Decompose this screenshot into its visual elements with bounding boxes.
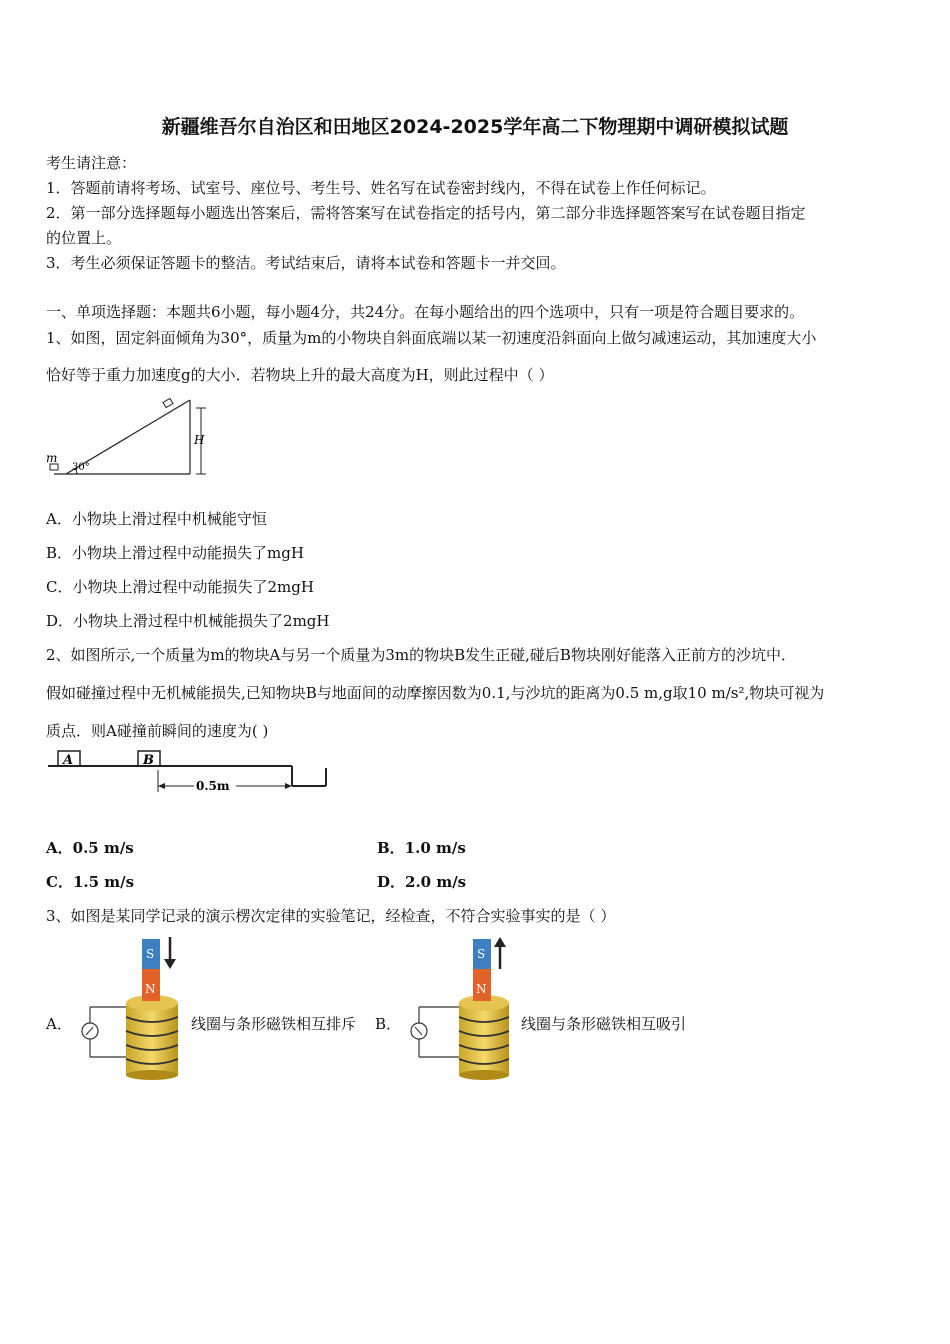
q2-option-c: C．1.5 m/s — [46, 873, 135, 891]
notice-item-2-cont: 的位置上。 — [46, 229, 122, 247]
q2-block-a: A — [63, 753, 74, 768]
q1-option-b: B．小物块上滑过程中动能损失了mgH — [46, 544, 304, 562]
q1-incline-figure — [44, 392, 214, 482]
q1-mass-label: m — [46, 451, 58, 465]
q2-stem-line3: 质点．则A碰撞前瞬间的速度为( ) — [46, 722, 269, 740]
q1-option-d: D．小物块上滑过程中机械能损失了2mgH — [46, 612, 330, 630]
q2-distance-label: 0.5m — [196, 779, 230, 793]
q3b-magnet-n: N — [476, 982, 487, 996]
q2-option-a: A．0.5 m/s — [46, 839, 134, 857]
q3-stem: 3、如图是某同学记录的演示楞次定律的实验笔记，经检查，不符合实验事实的是（ ） — [46, 907, 616, 925]
notice-heading: 考生请注意： — [46, 154, 137, 172]
q2-stem-line1: 2、如图所示,一个质量为m的物块A与另一个质量为3m的物块B发生正碰,碰后B物块刚好能落入正前方的沙坑中． — [46, 646, 796, 664]
page-title: 新疆维吾尔自治区和田地区2024-2025学年高二下物理期中调研模拟试题 — [161, 116, 789, 138]
q2-block-b: B — [143, 753, 154, 768]
q3-option-b-text: 线圈与条形磁铁相互吸引 — [521, 1015, 687, 1033]
q3-option-a-text: 线圈与条形磁铁相互排斥 — [191, 1015, 357, 1033]
q2-option-d: D．2.0 m/s — [377, 873, 467, 891]
q2-stem-line2: 假如碰撞过程中无机械能损失,已知物块B与地面间的动摩擦因数为0.1,与沙坑的距离为0.5 m,g取10 m/s²,物块可视为 — [46, 684, 825, 702]
q1-stem-line2: 恰好等于重力加速度g的大小．若物块上升的最大高度为H，则此过程中（ ） — [46, 366, 554, 384]
q1-option-c: C．小物块上滑过程中动能损失了2mgH — [46, 578, 314, 596]
q1-height-label: H — [194, 433, 205, 447]
q3-figure-a — [78, 935, 188, 1080]
notice-item-3: 3．考生必须保证答题卡的整洁。考试结束后，请将本试卷和答题卡一并交回。 — [46, 254, 566, 272]
notice-item-1: 1．答题前请将考场、试室号、座位号、考生号、姓名写在试卷密封线内，不得在试卷上作任何标记。 — [46, 179, 716, 197]
q1-angle-label: 30° — [72, 462, 90, 473]
notice-item-2: 2．第一部分选择题每小题选出答案后，需将答案写在试卷指定的括号内，第二部分非选择题答案写在试卷题目指定 — [46, 204, 806, 222]
q2-option-b: B．1.0 m/s — [377, 839, 466, 857]
q3a-magnet-s: S — [146, 947, 155, 961]
q3b-magnet-s: S — [477, 947, 486, 961]
q1-option-a: A．小物块上滑过程中机械能守恒 — [46, 510, 267, 528]
q3-figure-b — [407, 935, 517, 1080]
q3-option-a-letter: A． — [46, 1015, 72, 1033]
q2-collision-figure — [46, 746, 336, 798]
q3-option-b-letter: B． — [375, 1015, 402, 1033]
q1-stem-line1: 1、如图，固定斜面倾角为30°，质量为m的小物块自斜面底端以某一初速度沿斜面向上做匀减速运动，其加速度大小 — [46, 329, 817, 347]
q3a-magnet-n: N — [145, 982, 156, 996]
section-heading: 一、单项选择题：本题共6小题，每小题4分，共24分。在每小题给出的四个选项中，只有一项是符合题目要求的。 — [46, 303, 805, 321]
